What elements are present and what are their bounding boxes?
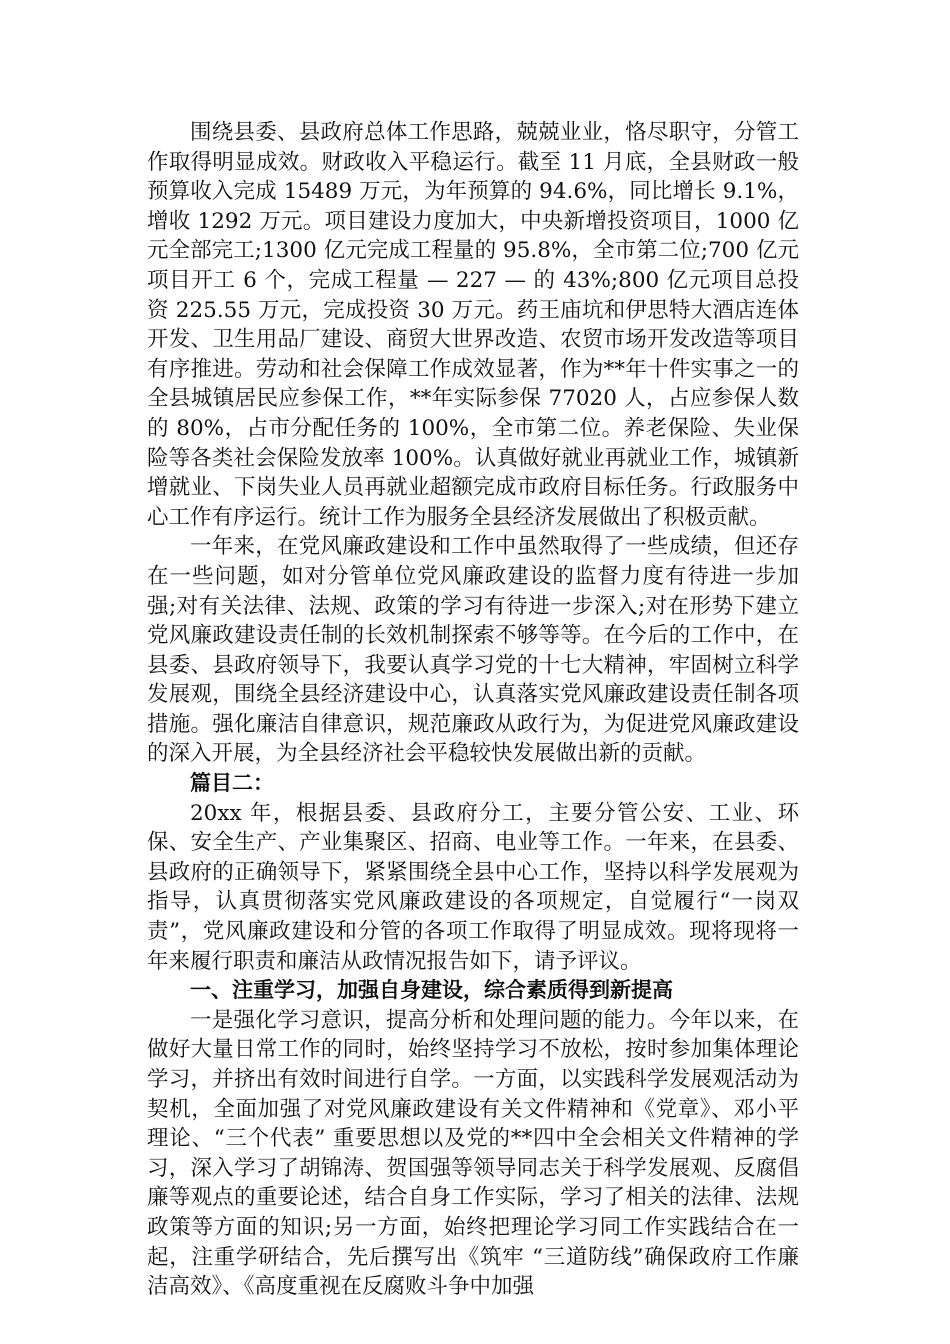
heading-part-two: 篇目二：	[190, 771, 274, 796]
paragraph-duties-intro: 20xx 年，根据县委、县政府分工，主要分管公安、工业、环保、安全生产、产业集聚区、招商、电业等工作。一年来，在县委、县政府的正确领导下，紧紧围绕全县中心工作，坚持以科学发展观为指导，认真贯彻落实党风廉政建设的各项规定，自觉履行“一岗双责”，党风廉政建设和分管的各项工作取得了明显成效。现将现将一年来履行职责和廉洁从政情况报告如下，请予评议。	[147, 800, 799, 974]
paragraph-finance-summary: 围绕县委、县政府总体工作思路，兢兢业业，恪尽职守，分管工作取得明显成效。财政收入平稳运行。截至 11 月底，全县财政一般预算收入完成 15489 万元，为年预算的 94.6%，同比增长 9.1%，增收 1292 万元。项目建设力度加大，中央新增投资项目，1000 亿元全部完工;1300 亿元完成工程量的 95.8%，全市第二位;700 亿元项目开工 6 个，完成工程量 — 227 — 的 43%;800 亿元项目总投资 225.55 万元，完成投资 30 万元。药王庙坑和伊思特大酒店连体开发、卫生用品厂建设、商贸大世界改造、农贸市场开发改造等项目有序推进。劳动和社会保障工作成效显著，作为**年十件实事之一的全县城镇居民应参保工作，**年实际参保 77020 人，占应参保人数的 80%，占市分配任务的 100%，全市第二位。养老保险、失业保险等各类社会保险发放率 100%。认真做好就业再就业工作，城镇新增就业、下岗失业人员再就业超额完成市政府目标任务。行政服务中心工作有序运行。统计工作为服务全县经济发展做出了积极贡献。	[147, 120, 799, 530]
paragraph-study-awareness: 一是强化学习意识，提高分析和处理问题的能力。今年以来，在做好大量日常工作的同时，始终坚持学习不放松，按时参加集体理论学习，并挤出有效时间进行自学。一方面，以实践科学发展观活动为契机，全面加强了对党风廉政建设有关文件精神和《党章》、邓小平理论、“三个代表” 重要思想以及党的**四中全会相关文件精神的学习，深入学习了胡锦涛、贺国强等领导同志关于科学发展观、反腐倡廉等观点的重要论述，结合自身工作实际，学习了相关的法律、法规政策等方面的知识;另一方面，始终把理论学习同工作实践结合在一起，注重学研结合，先后撰写出《筑牢 “三道防线”确保政府工作廉洁高效》、《高度重视在反腐败斗争中加强	[147, 1007, 799, 1300]
document-body	[147, 118, 799, 1302]
paragraph-problems-and-plans: 一年来，在党风廉政建设和工作中虽然取得了一些成绩，但还存在一些问题，如对分管单位党风廉政建设的监督力度有待进一步加强;对有关法律、法规、政策的学习有待进一步深入;对在形势下建立党风廉政建设责任制的长效机制探索不够等等。在今后的工作中，在县委、县政府领导下，我要认真学习党的十七大精神，牢固树立科学发展观，围绕全县经济建设中心，认真落实党风廉政建设责任制各项措施。强化廉洁自律意识，规范廉政从政行为，为促进党风廉政建设的深入开展，为全县经济社会平稳较快发展做出新的贡献。	[147, 534, 799, 767]
heading-section-one: 一、注重学习，加强自身建设，综合素质得到新提高	[190, 978, 673, 1003]
